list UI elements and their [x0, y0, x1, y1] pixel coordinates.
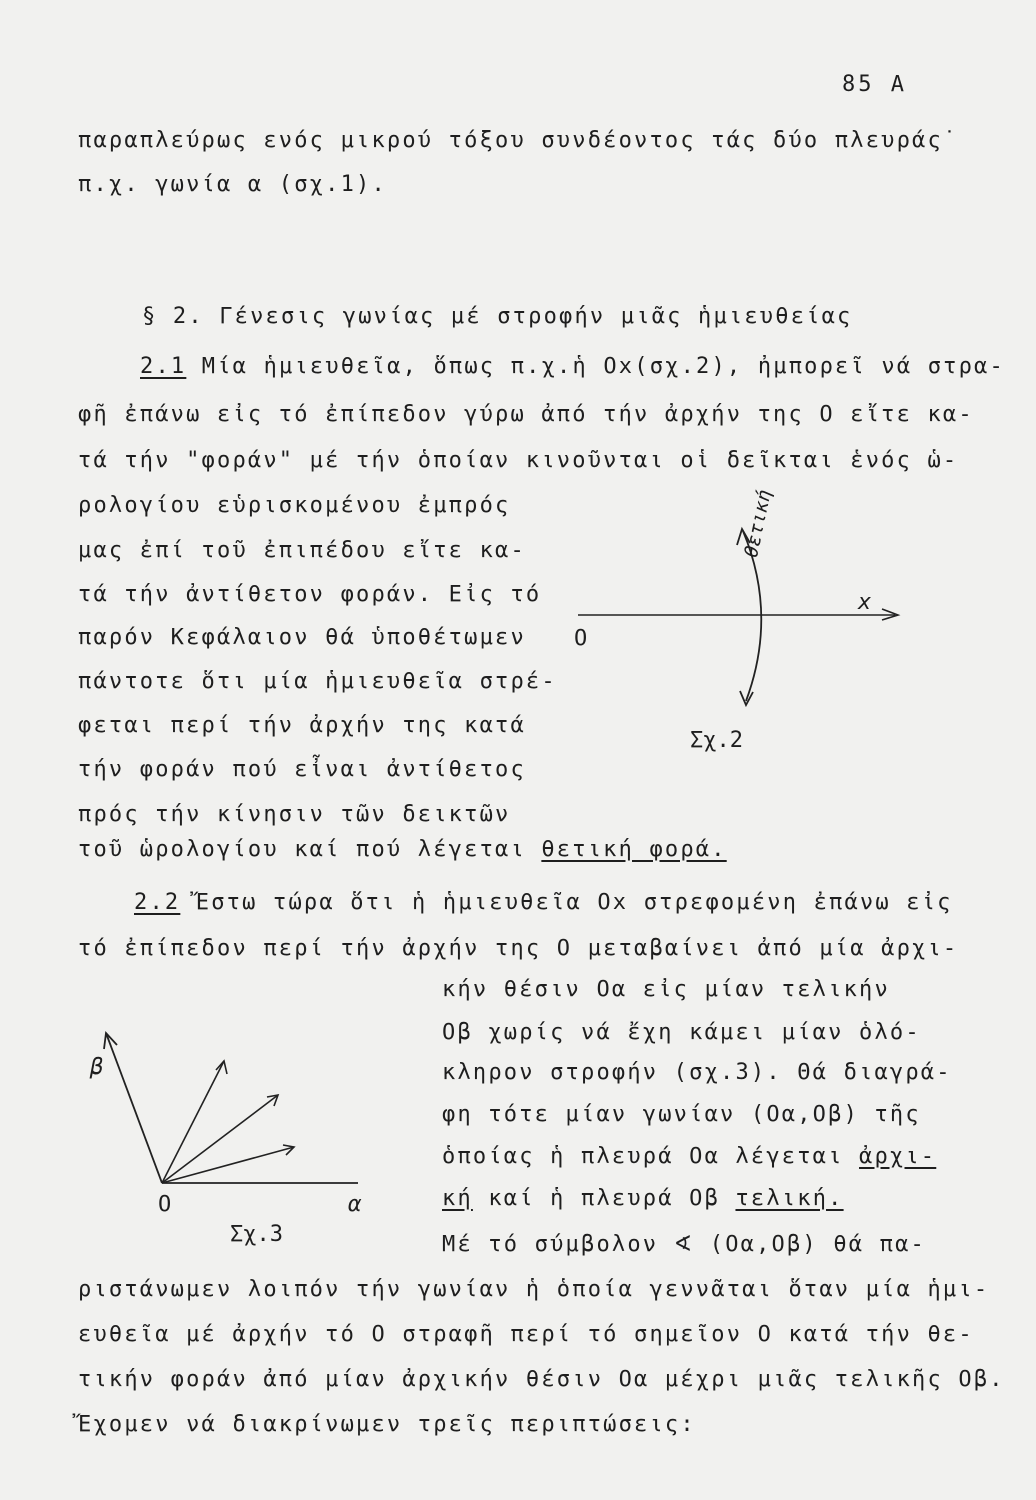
p21-line-12-text: τοῦ ὡρολογίου καί πού λέγεται: [78, 837, 542, 862]
p21-line-7: παρόν Κεφάλαιον θά ὑποθέτωμεν: [78, 625, 526, 650]
term-positive-direction: θετική φορά.: [541, 837, 727, 862]
p21-line-2: φῆ ἐπάνω εἰς τό ἐπίπεδον γύρω ἀπό τήν ἀρχήν της Ο εἴτε κα-: [78, 402, 974, 427]
fig3-alpha-label: α: [348, 1192, 362, 1217]
p22-line-6: φη τότε μίαν γωνίαν (Οα,Οβ) τῆς: [442, 1102, 921, 1127]
p22-line-7: [442, 1142, 936, 1172]
p22-line-5: κληρον στροφήν (σχ.3). Θά διαγρά-: [442, 1060, 952, 1085]
fig3-side-beta: [106, 1033, 162, 1183]
p22-line-7-text: ὁποίας ἡ πλευρά Οα λέγεται: [442, 1144, 860, 1169]
p21-line-1-text: Μία ἡμιευθεῖα, ὅπως π.χ.ἡ Οx(σχ.2), ἠμπορεῖ νά στρα-: [186, 354, 1005, 379]
fig2-origin-label: Ο: [574, 626, 588, 651]
fig2-caption: Σχ.2: [690, 728, 743, 753]
term-initial-a: ἀρχι-: [859, 1144, 937, 1169]
p22-line-4: Οβ χωρίς νά ἔχη κάμει μίαν ὁλό-: [442, 1020, 921, 1045]
p22-line-1: [134, 888, 953, 918]
page-number: 85 Α: [842, 72, 907, 97]
intro-line-2: π.χ. γωνία α (σχ.1).: [78, 172, 387, 197]
p21-line-6: τά τήν ἀντίθετον φοράν. Εἰς τό: [78, 582, 542, 607]
p21-line-12: [78, 835, 727, 865]
p23-line-5: Ἔχομεν νά διακρίνωμεν τρεῖς περιπτώσεις:: [78, 1412, 696, 1437]
p22-line-3: κήν θέσιν Οα εἰς μίαν τελικήν: [442, 977, 890, 1002]
p21-line-10: τήν φοράν πού εἶναι ἀντίθετος: [78, 757, 526, 782]
fig2-x-label: x: [858, 590, 872, 615]
p23-line-4: τικήν φοράν ἀπό μίαν ἀρχικήν θέσιν Οα μέχρι μιᾶς τελικῆς Οβ.: [78, 1367, 1005, 1392]
p21-line-8: πάντοτε ὅτι μία ἡμιευθεῖα στρέ-: [78, 669, 557, 694]
p21-line-11: πρός τήν κίνησιν τῶν δεικτῶν: [78, 802, 511, 827]
section-heading: § 2. Γένεσις γωνίας μέ στροφήν μιᾶς ἡμιευθείας: [142, 304, 853, 329]
p21-line-4: ρολογίου εὑρισκομένου ἐμπρός: [78, 493, 511, 518]
p22-number: 2.2: [134, 890, 181, 915]
fig3-ray-2: [162, 1095, 278, 1183]
p22-line-8-text: καί ἡ πλευρά Οβ: [472, 1186, 736, 1211]
p21-line-1: [140, 352, 1005, 382]
intro-line-1: παραπλεύρως ενός μικρού τόξου συνδέοντος τάς δύο πλευράς˙: [78, 128, 959, 153]
p21-number: 2.1: [140, 354, 187, 379]
p22-line-2: τό ἐπίπεδον περί τήν ἀρχήν της Ο μεταβαίνει ἀπό μία ἀρχι-: [78, 936, 959, 961]
fig3-caption: Σχ.3: [230, 1222, 283, 1247]
fig3-origin-label: Ο: [158, 1192, 172, 1217]
p21-line-9: φεται περί τήν ἀρχήν της κατά: [78, 713, 526, 738]
term-terminal: τελική.: [735, 1186, 844, 1211]
figure-3: [90, 1025, 390, 1195]
fig3-ray-3: [162, 1061, 224, 1183]
fig3-beta-label: β: [90, 1055, 104, 1080]
p21-line-3: τά τήν "φοράν" μέ τήν ὁποίαν κινοῦνται οἱ δεῖκται ἑνός ὡ-: [78, 448, 959, 473]
term-initial-b: κή: [442, 1186, 473, 1211]
fig3-ray-1: [162, 1147, 294, 1183]
p22-line-8: [442, 1184, 844, 1214]
fig2-arc-label: θετική: [740, 487, 776, 560]
p22-line-1-text: Ἔστω τώρα ὅτι ἡ ἡμιευθεῖα Οx στρεφομένη ἐπάνω εἰς: [180, 890, 953, 915]
p21-line-5: μας ἐπί τοῦ ἐπιπέδου εἴτε κα-: [78, 538, 526, 563]
p23-line-1: Μέ τό σύμβολον ∢ (Οα,Οβ) θά πα-: [442, 1232, 926, 1257]
p23-line-3: ευθεῖα μέ ἀρχήν τό Ο στραφῆ περί τό σημεῖον Ο κατά τήν θε-: [78, 1322, 974, 1347]
p23-line-2: ριστάνωμεν λοιπόν τήν γωνίαν ἡ ὁποία γεννᾶται ὅταν μία ἡμι-: [78, 1277, 990, 1302]
